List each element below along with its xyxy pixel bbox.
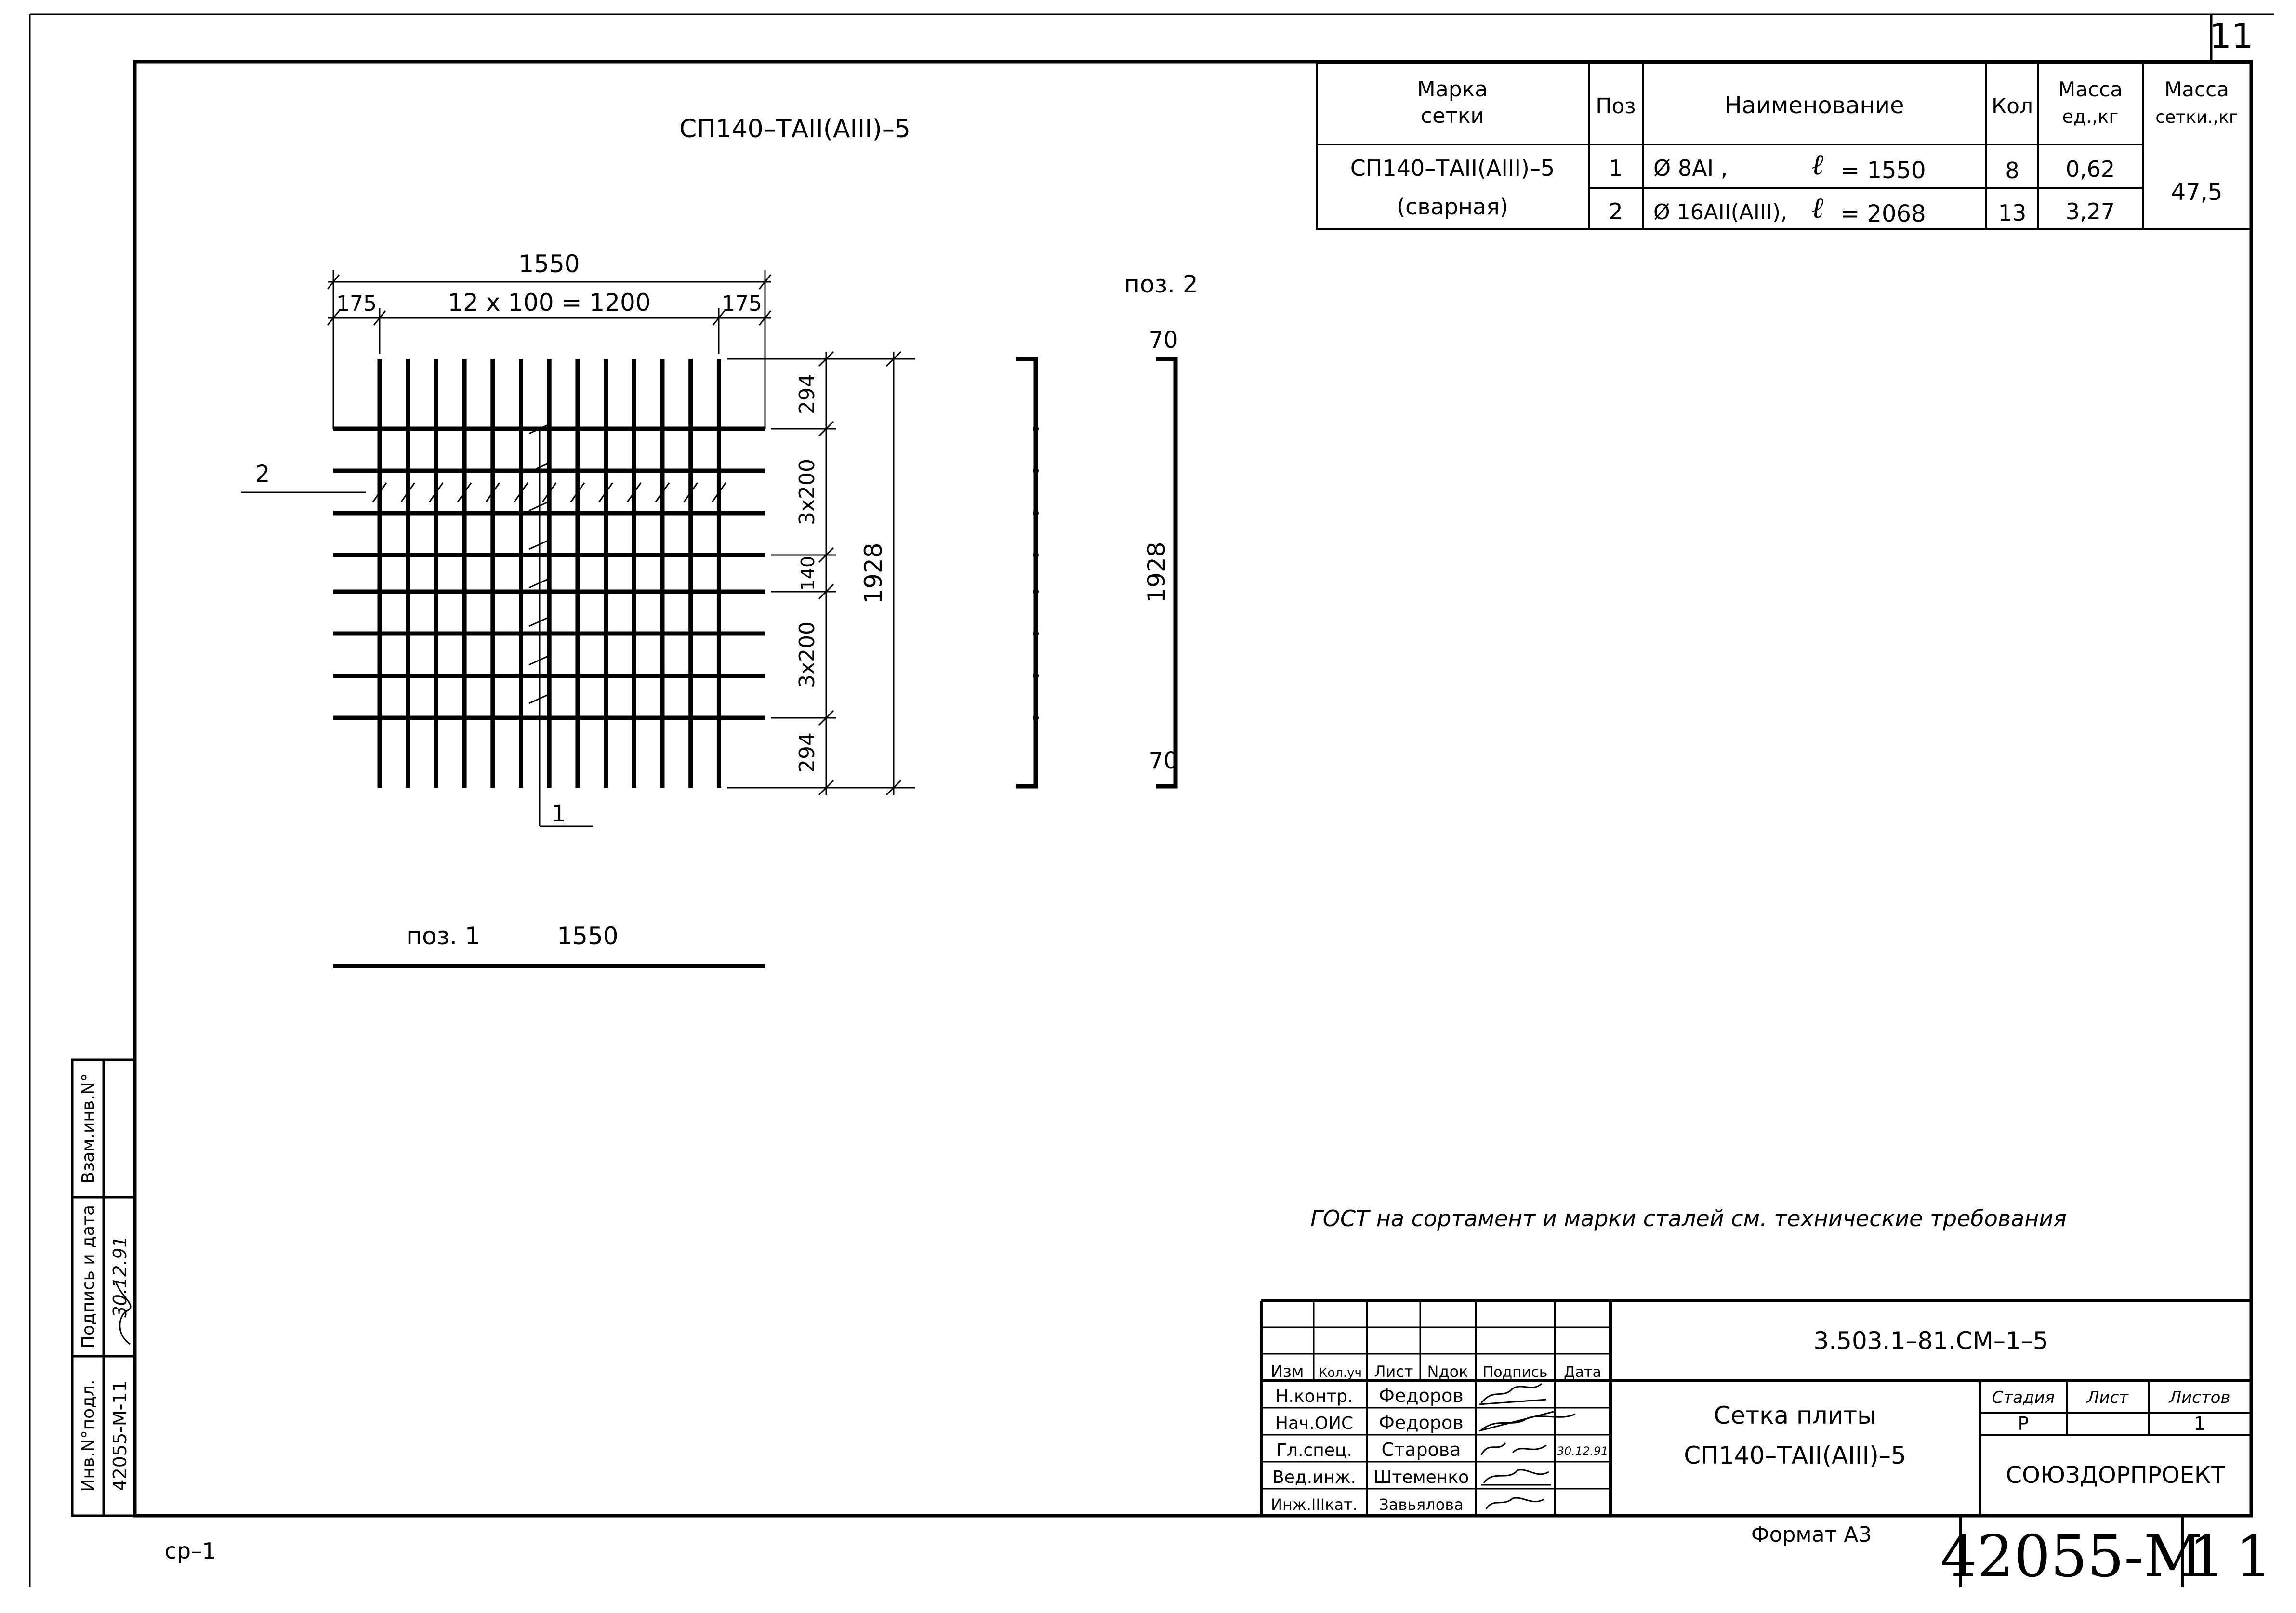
list-item bbox=[1272, 1468, 1469, 1487]
list-item bbox=[1275, 1412, 1464, 1433]
tb-header-izm: Изм bbox=[1270, 1362, 1304, 1381]
tb-title-line1: Сетка плиты bbox=[1714, 1401, 1876, 1429]
dim-middle: 140 bbox=[797, 555, 818, 591]
header-qty: Кол bbox=[1991, 94, 2033, 119]
row-length-symbol: ℓ bbox=[1811, 191, 1823, 225]
role-label: Вед.инж. bbox=[1272, 1468, 1356, 1487]
list-item bbox=[1276, 1439, 1608, 1460]
table-row bbox=[1609, 191, 2115, 227]
row-diameter: Ø 16АII(АIII), bbox=[1653, 200, 1788, 225]
list-item bbox=[1275, 1385, 1463, 1406]
drawing-title: СП140–ТАII(АIII)–5 bbox=[679, 115, 910, 144]
mesh-drawing bbox=[241, 250, 915, 827]
spec-net-mass: 47,5 bbox=[2171, 179, 2223, 206]
dim-overall-height: 1928 bbox=[859, 542, 887, 604]
page-number: 11 bbox=[2209, 16, 2254, 56]
weld-dot bbox=[1033, 673, 1039, 679]
row-unit-mass: 0,62 bbox=[2065, 156, 2115, 182]
weld-dot bbox=[1033, 426, 1039, 432]
spec-mark: СП140–ТАII(АIII)–5 bbox=[1350, 155, 1555, 181]
dim-top-edge: 294 bbox=[795, 374, 819, 414]
dim-spacing: 12 x 100 = 1200 bbox=[448, 289, 651, 317]
role-label: Нач.ОИС bbox=[1275, 1414, 1354, 1433]
tb-title-line2: СП140–ТАII(АIII)–5 bbox=[1684, 1441, 1906, 1469]
role-label: Инж.IIIкат. bbox=[1271, 1495, 1358, 1514]
pos1-label: поз. 1 bbox=[406, 922, 480, 950]
tb-header-ndok: Nдок bbox=[1427, 1362, 1468, 1381]
format-label: Формат А3 bbox=[1751, 1522, 1872, 1547]
weld-dot bbox=[1033, 510, 1039, 516]
dim-overall-width: 1550 bbox=[518, 250, 580, 278]
stamp-sign-label: Подпись и дата bbox=[79, 1204, 98, 1349]
weld-dot bbox=[1033, 552, 1039, 558]
pos2-hook-bottom: 70 bbox=[1148, 747, 1178, 774]
longitudinal-bars bbox=[380, 359, 719, 788]
dim-edge-left: 175 bbox=[336, 291, 377, 316]
gost-note: ГОСТ на сортамент и марки сталей см. технические требования bbox=[1310, 1205, 2067, 1231]
header-pos: Поз bbox=[1596, 94, 1636, 119]
big-code: 42055-М bbox=[1940, 1523, 2203, 1590]
header-net-mass-line1: Масса bbox=[2164, 78, 2229, 101]
row-length-symbol: ℓ bbox=[1811, 148, 1823, 182]
row-length: = 1550 bbox=[1840, 157, 1926, 184]
tb-sheet-label: Лист bbox=[2086, 1388, 2129, 1407]
header-net-mass-line2: сетки.,кг bbox=[2155, 107, 2238, 127]
header-mark-line2: сетки bbox=[1420, 104, 1485, 128]
stamp-inv-label: Инв.N°подл. bbox=[79, 1379, 98, 1492]
row-length: = 2068 bbox=[1840, 200, 1926, 227]
row-qty: 13 bbox=[1998, 200, 2027, 226]
table-row bbox=[1609, 148, 2115, 184]
tb-header-data: Дата bbox=[1564, 1364, 1601, 1381]
dim-bottom-edge: 294 bbox=[795, 732, 819, 773]
stamp-inv-value: 42055-М-11 bbox=[109, 1380, 131, 1491]
dim-edge-right: 175 bbox=[722, 291, 762, 316]
role-label: Гл.спец. bbox=[1276, 1441, 1352, 1460]
side-stamp bbox=[72, 1060, 135, 1516]
callout-pos2: 2 bbox=[255, 461, 270, 488]
role-date: 30.12.91 bbox=[1557, 1444, 1609, 1458]
weld-dot bbox=[1033, 589, 1039, 595]
spec-mark-note: (сварная) bbox=[1397, 194, 1508, 220]
tb-sheets-value: 1 bbox=[2193, 1413, 2206, 1434]
row-diameter: Ø 8АI , bbox=[1653, 155, 1728, 181]
callout-pos1: 1 bbox=[551, 800, 567, 827]
callout-leaders bbox=[241, 429, 593, 826]
header-unit-mass-line1: Масса bbox=[2058, 78, 2123, 101]
tb-stage-label: Стадия bbox=[1992, 1388, 2055, 1407]
role-name: Старова bbox=[1381, 1439, 1461, 1460]
big-sheet-number: 11 bbox=[2189, 1523, 2282, 1590]
tb-header-podpis: Подпись bbox=[1482, 1364, 1548, 1381]
weld-dot bbox=[1033, 468, 1039, 474]
doc-code: 3.503.1–81.СМ–1–5 bbox=[1813, 1327, 2048, 1355]
spec-table bbox=[1317, 63, 2251, 229]
weld-dot bbox=[1033, 715, 1039, 721]
role-name: Штеменко bbox=[1373, 1468, 1469, 1487]
tb-stage-value: Р bbox=[2018, 1413, 2029, 1434]
header-mark-line1: Марка bbox=[1417, 77, 1488, 102]
dim-group1: 3x200 bbox=[795, 458, 819, 526]
pos2-length: 1928 bbox=[1143, 542, 1171, 603]
pos2-hook-top: 70 bbox=[1148, 327, 1178, 354]
stamp-sign-value: 30.12.91 bbox=[109, 1236, 131, 1318]
tb-header-koluch: Кол.уч bbox=[1319, 1366, 1362, 1380]
weld-dot bbox=[1033, 631, 1039, 636]
role-name: Федоров bbox=[1379, 1412, 1464, 1433]
pos2-label: поз. 2 bbox=[1124, 270, 1198, 298]
row-pos: 1 bbox=[1609, 155, 1623, 181]
row-qty: 8 bbox=[2005, 158, 2019, 184]
tb-sheets-label: Листов bbox=[2169, 1388, 2230, 1407]
header-name: Наименование bbox=[1724, 92, 1904, 119]
row-pos: 2 bbox=[1609, 198, 1623, 225]
organization-name: СОЮЗДОРПРОЕКТ bbox=[2006, 1462, 2225, 1489]
role-label: Н.контр. bbox=[1275, 1387, 1353, 1406]
role-name: Завьялова bbox=[1379, 1495, 1464, 1514]
pos1-length: 1550 bbox=[557, 922, 619, 950]
header-unit-mass-line2: ед.,кг bbox=[2062, 106, 2119, 127]
role-name: Федоров bbox=[1379, 1385, 1464, 1406]
stamp-replace-label: Взам.инв.N° bbox=[79, 1073, 98, 1184]
tb-header-list: Лист bbox=[1374, 1362, 1413, 1381]
row-unit-mass: 3,27 bbox=[2065, 198, 2115, 225]
pos1-detail bbox=[333, 922, 765, 966]
bottom-left-code: ср–1 bbox=[164, 1538, 216, 1564]
pos2-detail bbox=[1016, 270, 1198, 786]
dim-group2: 3x200 bbox=[795, 621, 819, 688]
